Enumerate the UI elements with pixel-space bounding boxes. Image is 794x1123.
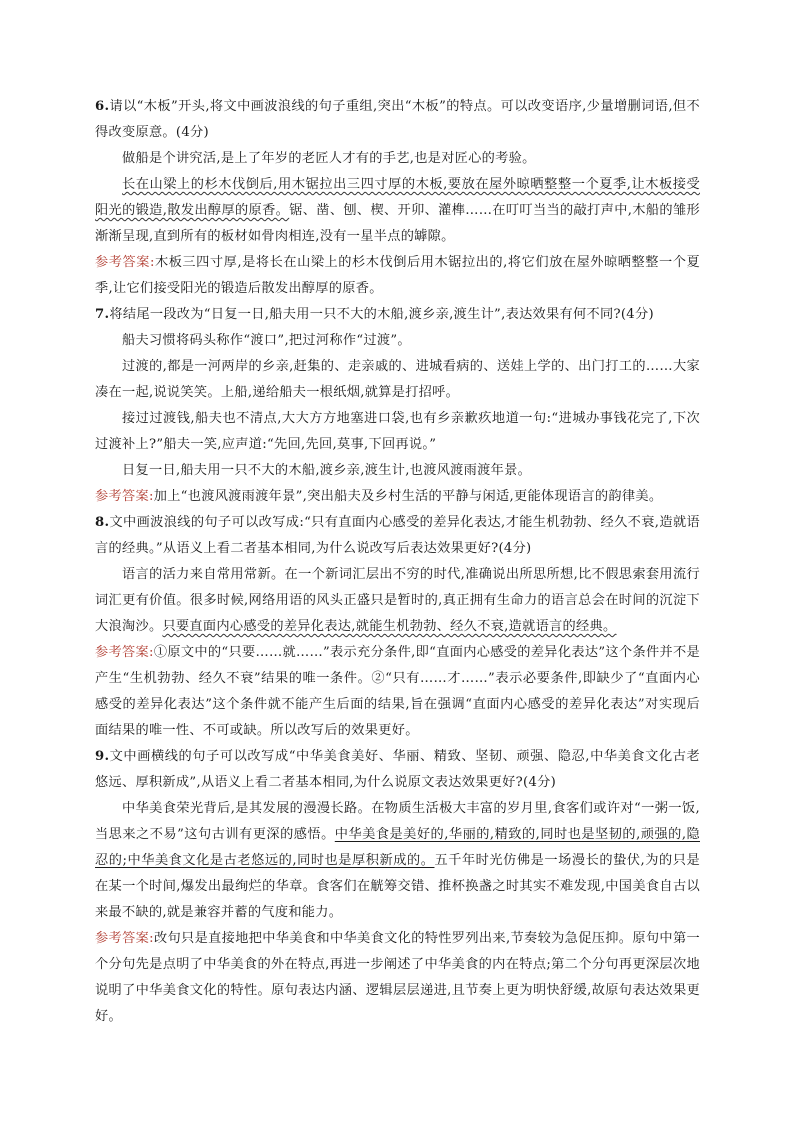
question-prompt: 请以“木板”开头,将文中画波浪线的句子重组,突出“木板”的特点。可以改变语序,少量增删词语,但不得改变原意。(4分) [95, 99, 700, 140]
answer-text: 加上“也渡风渡雨渡年景”,突出船夫及乡村生活的平静与闲适,更能体现语言的韵律美。 [153, 489, 663, 504]
reference-answer [95, 926, 700, 1030]
question-prompt: 文中画横线的句子可以改写成“中华美食美好、华丽、精致、坚韧、顽强、隐忍,中华美食文化古老悠远、厚积新成”,从语义上看二者基本相同,为什么说原文表达效果更好?(4分) [95, 749, 700, 790]
passage-paragraph: 做船是个讲究活,是上了年岁的老匠人才有的手艺,也是对匠心的考验。 [122, 151, 536, 166]
answer-label: 参考答案: [95, 255, 155, 270]
passage-text: 五千年时光仿佛是一场漫长的蛰伏,为的只是在某一个时间,爆发出最绚烂的华章。食客们在觥筹交错、推杯换盏之时其实不难发现,中国美食自古以来最不缺的,就是兼容并蓄的气度和能力。 [95, 853, 700, 920]
underlined-sentence: 中华美食是美好的,华丽的,精致的,同时也是坚韧的,顽强的,隐忍的;中华美食文化是古老悠远的,同时也是厚积新成的。 [95, 827, 700, 868]
question-number: 7. [95, 307, 110, 322]
reference-answer [95, 250, 700, 302]
passage-paragraph: 接过过渡钱,船夫也不清点,大大方方地塞进口袋,也有乡亲歉疚地道一句:“进城办事钱花完了,下次过渡补上?”船夫一笑,应声道:“先回,先回,莫事,下回再说。” [95, 411, 700, 452]
passage-paragraph: 过渡的,都是一河两岸的乡亲,赶集的、走亲戚的、进城看病的、送娃上学的、出门打工的……大家凑在一起,说说笑笑。上船,递给船夫一根纸烟,就算是打招呼。 [95, 359, 700, 400]
passage-paragraph [95, 796, 700, 926]
question-prompt: 将结尾一段改为“日复一日,船夫用一只不大的木船,渡乡亲,渡生计”,表达效果有何不同?(4分) [109, 307, 654, 322]
question-9 [95, 744, 700, 796]
passage-paragraph: 日复一日,船夫用一只不大的木船,渡乡亲,渡生计,也渡风渡雨渡年景。 [122, 463, 532, 478]
question-7 [95, 302, 700, 328]
question-number: 8. [95, 515, 110, 530]
passage-paragraph [95, 562, 700, 640]
question-number: 9. [95, 749, 110, 764]
question-6 [95, 94, 700, 146]
answer-label: 参考答案: [95, 645, 154, 660]
answer-label: 参考答案: [95, 931, 154, 946]
answer-text: 改句只是直接地把中华美食和中华美食文化的特性罗列出来,节奏较为急促压抑。原句中第一个分句先是点明了中华美食的外在特点,再进一步阐述了中华美食的内在特点;第二个分句再更深层次地说明了中华美食文化的特性。原句表达内涵、逻辑层层递进,且节奏上更为明快舒缓,故原句表达效果更好。 [95, 931, 700, 1024]
reference-answer [95, 640, 700, 744]
passage-paragraph: 船夫习惯将码头称作“渡口”,把过河称作“过渡”。 [122, 333, 411, 348]
wavy-underlined-sentence: 只要直面内心感受的差异化表达,就能生机勃勃、经久不衰,造就语言的经典。 [162, 619, 617, 634]
answer-text: ①原文中的“只要……就……”表示充分条件,即“直面内心感受的差异化表达”这个条件并不是产生“生机勃勃、经久不衰”结果的唯一条件。②“只有……才……”表示必要条件,即缺少了“直面内心感受的差异化表达”这个条件就不能产生后面的结果,旨在强调“直面内心感受的差异化表达”对实现后面结果的唯一性、不可或缺。所以改写后的效果更好。 [95, 645, 700, 738]
question-prompt: 文中画波浪线的句子可以改写成:“只有直面内心感受的差异化表达,才能生机勃勃、经久不衰,造就语言的经典。”从语义上看二者基本相同,为什么说改写后表达效果更好?(4分) [95, 515, 700, 556]
question-8 [95, 510, 700, 562]
passage-text: 语言的活力来自常用常新。在一个新词汇层出不穷的时代,准确说出所思所想,比不假思索套用流行词汇更有价值。很多时候,网络用语的风头正盛只是暂时的,真正拥有生命力的语言总会在时间的沉淀下大浪淘沙。 [95, 567, 700, 634]
passage-paragraph [95, 172, 700, 250]
answer-label: 参考答案: [95, 489, 154, 504]
question-number: 6. [95, 99, 110, 114]
wavy-underlined-sentence: 长在山梁上的杉木伐倒后,用木锯拉出三四寸厚的木板,要放在屋外晾晒整整一个夏季,让木板接受阳光的锻造,散发出醇厚的原香。 [95, 177, 700, 218]
reference-answer [95, 484, 700, 510]
passage-text: 中华美食荣光背后,是其发展的漫漫长路。在物质生活极大丰富的岁月里,食客们或许对“一粥一饭,当思来之不易”这句古训有更深的感悟。 [95, 801, 700, 842]
passage-text: 锯、凿、刨、楔、开卯、灌榫……在叮叮当当的敲打声中,木船的雏形渐渐呈现,直到所有的板材如骨肉相连,没有一星半点的罅隙。 [95, 203, 700, 244]
answer-text: 木板三四寸厚,是将长在山梁上的杉木伐倒后用木锯拉出的,将它们放在屋外晾晒整整一个夏季,让它们接受阳光的锻造后散发出醇厚的原香。 [95, 255, 700, 296]
document-page [95, 94, 700, 1030]
